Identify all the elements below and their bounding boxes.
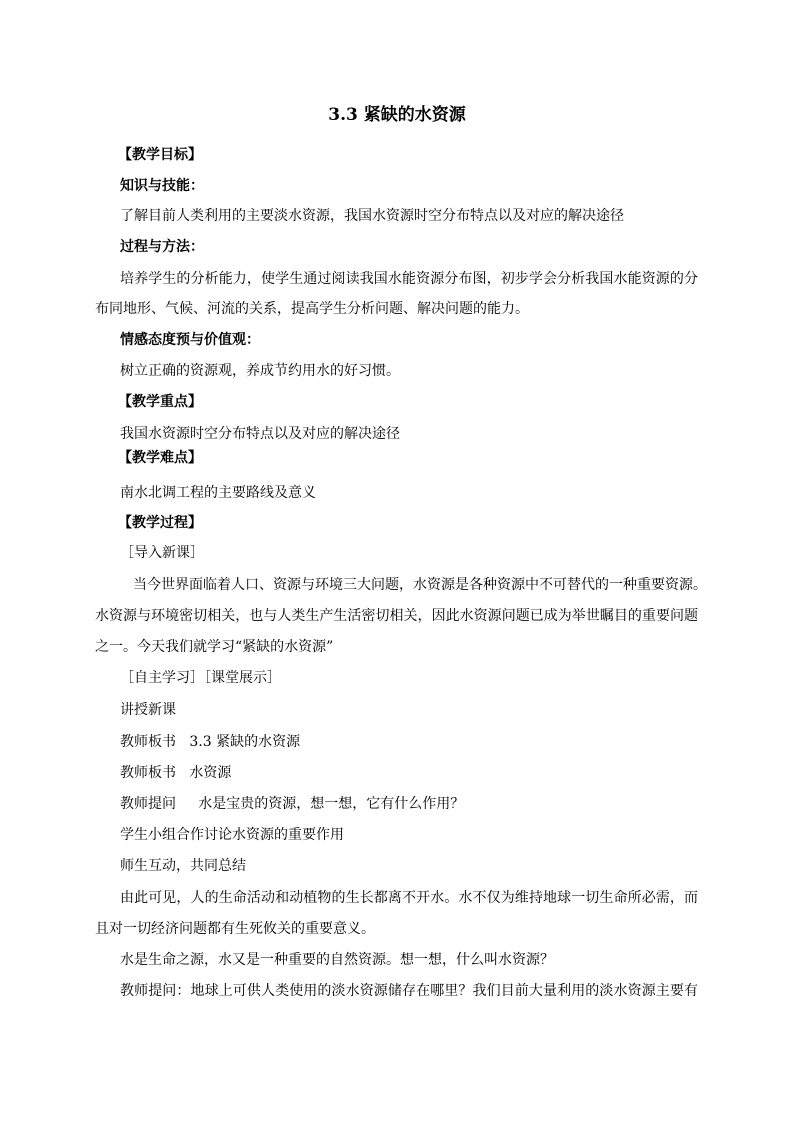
difficulty-text: 南水北调工程的主要路线及意义 (120, 485, 316, 501)
lecture-label: 讲授新课 (120, 702, 176, 718)
life-source-text: 水是生命之源，水又是一种重要的自然资源。想一想，什么叫水资源？ (120, 952, 554, 968)
page-title: 3.3 紧缺的水资源 (328, 105, 466, 125)
key-text: 我国水资源时空分布特点以及对应的解决途径 (120, 426, 400, 442)
self-study-label: ［自主学习］［课堂展示］ (120, 670, 281, 686)
intro-text-line-3: 之一。今天我们就学习“紧缺的水资源” (95, 639, 334, 655)
summary-line-1: 由此可见，人的生命活动和动植物的生长都离不开水。水不仅为维持地球一切生命所必需，而 (120, 890, 698, 906)
intro-text-line-1: 当今世界面临着人口、资源与环境三大问题，水资源是各种资源中不可替代的一种重要资源。 (133, 577, 707, 593)
process-text-line-2: 布同地形、气候、河流的关系，提高学生分析问题、解决问题的能力。 (95, 301, 529, 317)
intro-text-line-2: 水资源与环境密切相关，也与人类生产生活密切相关，因此水资源问题已成为举世瞩目的重要问题 (95, 608, 698, 624)
board-note-1: 教师板书 3.3 紧缺的水资源 (120, 734, 301, 750)
attitude-text: 树立正确的资源观，养成节约用水的好习惯。 (120, 363, 400, 379)
difficulty-heading: 【教学难点】 (118, 450, 202, 466)
attitude-heading: 情感态度预与价值观： (120, 332, 260, 348)
process-text-line-1: 培养学生的分析能力，使学生通过阅读我国水能资源分布图，初步学会分析我国水能资源的分 (120, 271, 698, 287)
teacher-question-2: 教师提问：地球上可供人类使用的淡水资源储存在哪里？我们目前大量利用的淡水资源主要有 (120, 983, 698, 999)
interaction-summary: 师生互动，共同总结 (120, 858, 246, 874)
knowledge-heading: 知识与技能： (120, 178, 204, 194)
knowledge-text: 了解目前人类利用的主要淡水资源，我国水资源时空分布特点以及对应的解决途径 (120, 208, 624, 224)
key-heading: 【教学重点】 (118, 394, 202, 410)
intro-label: ［导入新课］ (120, 545, 204, 561)
board-note-2: 教师板书 水资源 (120, 765, 232, 781)
objectives-heading: 【教学目标】 (118, 147, 202, 163)
teacher-question-1: 教师提问 水是宝贵的资源，想一想，它有什么作用？ (120, 796, 465, 812)
process-heading: 过程与方法： (120, 239, 204, 255)
process-section-heading: 【教学过程】 (118, 515, 202, 531)
summary-line-2: 且对一切经济问题都有生死攸关的重要意义。 (95, 921, 375, 937)
group-discussion: 学生小组合作讨论水资源的重要作用 (120, 827, 344, 843)
